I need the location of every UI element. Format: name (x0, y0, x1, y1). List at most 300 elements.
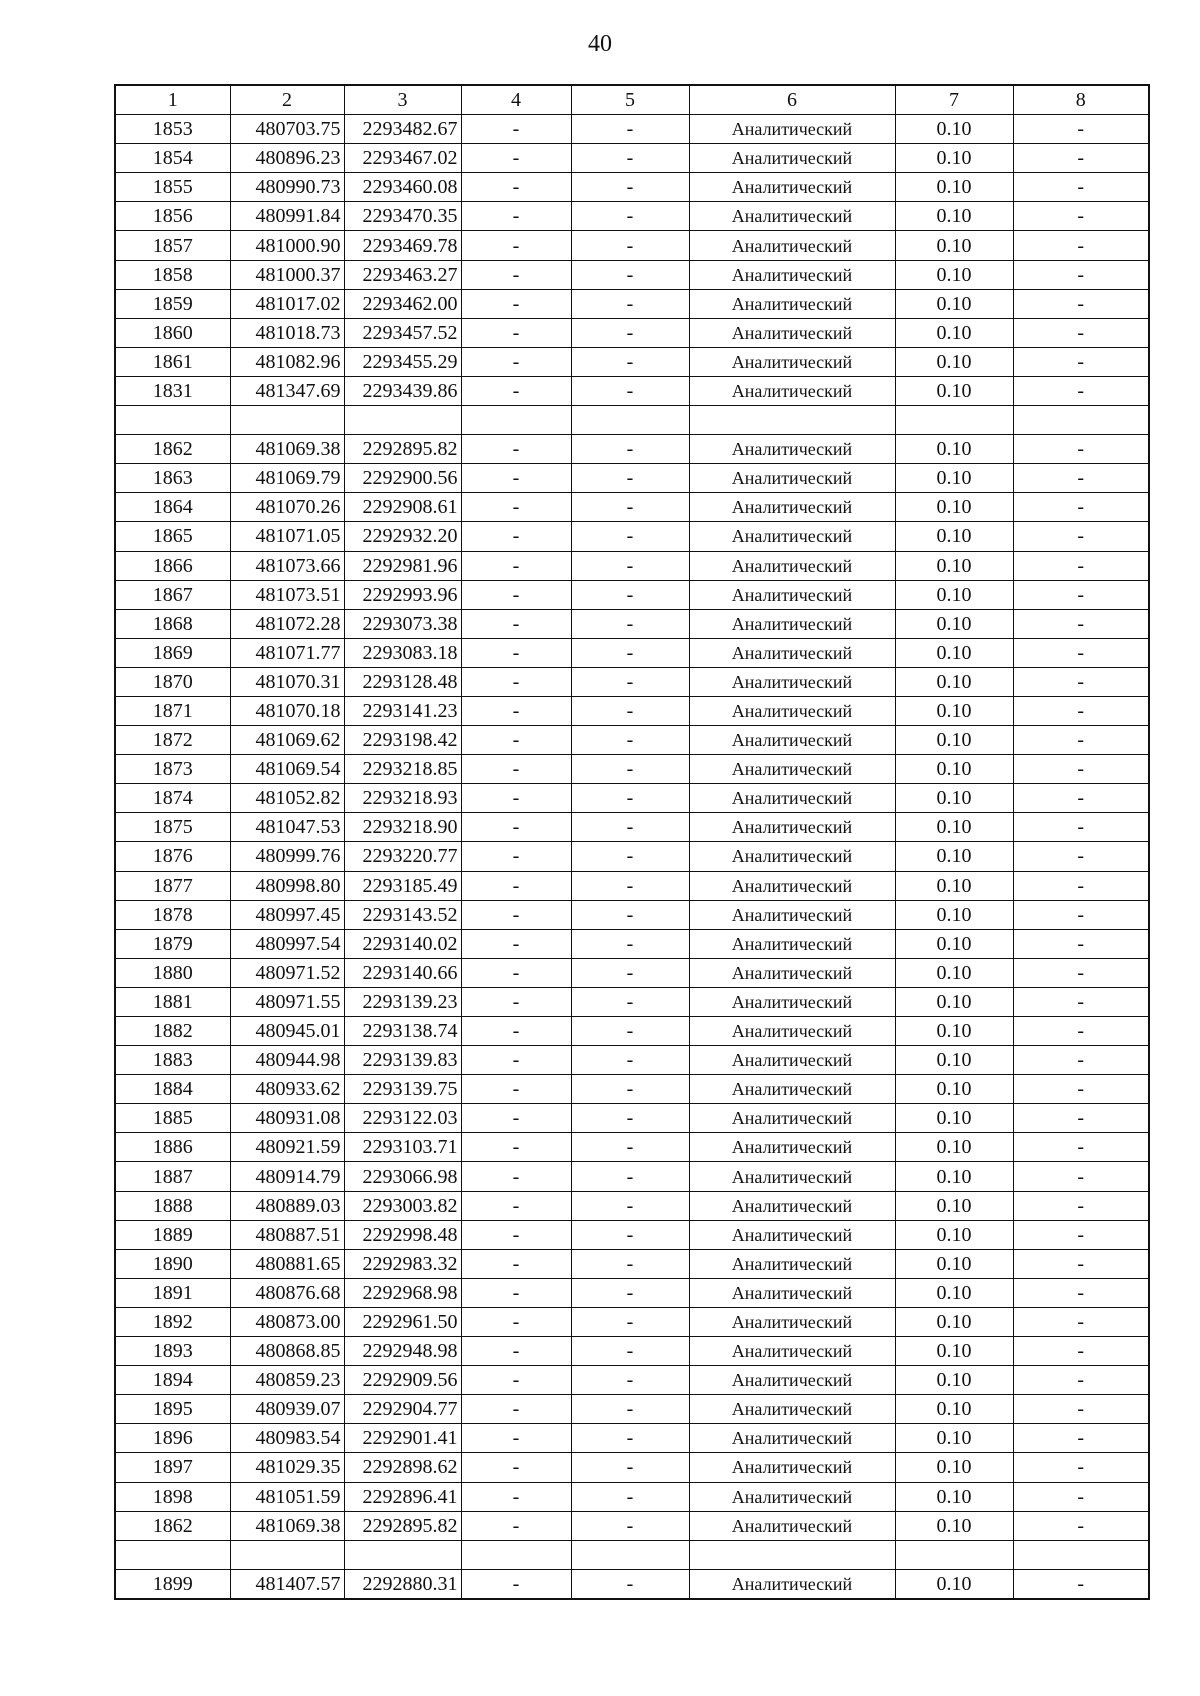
point-number-cell: 1878 (115, 900, 230, 929)
table-row (115, 1220, 1149, 1249)
column-5-cell: - (571, 667, 689, 696)
accuracy-cell: 0.10 (895, 1453, 1013, 1482)
x-coordinate-cell: 481073.66 (230, 551, 344, 580)
x-coordinate-cell: 480971.52 (230, 958, 344, 987)
accuracy-cell: 0.10 (895, 202, 1013, 231)
x-coordinate-cell: 481070.18 (230, 696, 344, 725)
x-coordinate-cell: 480991.84 (230, 202, 344, 231)
accuracy-cell: 0.10 (895, 842, 1013, 871)
point-number-cell: 1874 (115, 784, 230, 813)
y-coordinate-cell: 2293462.00 (344, 289, 461, 318)
column-4-cell: - (461, 609, 571, 638)
column-header: 2 (230, 85, 344, 115)
accuracy-cell (895, 1540, 1013, 1569)
x-coordinate-cell: 481052.82 (230, 784, 344, 813)
y-coordinate-cell: 2292983.32 (344, 1249, 461, 1278)
method-cell: Аналитический (689, 464, 895, 493)
accuracy-cell: 0.10 (895, 464, 1013, 493)
column-5-cell: - (571, 522, 689, 551)
table-row (115, 347, 1149, 376)
x-coordinate-cell: 480896.23 (230, 144, 344, 173)
point-number-cell: 1856 (115, 202, 230, 231)
table-row (115, 435, 1149, 464)
accuracy-cell: 0.10 (895, 1337, 1013, 1366)
coordinates-table (114, 84, 1150, 1600)
method-cell: Аналитический (689, 1249, 895, 1278)
column-4-cell: - (461, 493, 571, 522)
point-number-cell: 1868 (115, 609, 230, 638)
method-cell: Аналитический (689, 202, 895, 231)
table-row (115, 522, 1149, 551)
table-row (115, 260, 1149, 289)
method-cell: Аналитический (689, 1453, 895, 1482)
column-8-cell: - (1013, 900, 1149, 929)
column-5-cell: - (571, 1307, 689, 1336)
accuracy-cell: 0.10 (895, 1162, 1013, 1191)
y-coordinate-cell: 2292908.61 (344, 493, 461, 522)
x-coordinate-cell (230, 1540, 344, 1569)
column-4-cell: - (461, 1133, 571, 1162)
y-coordinate-cell: 2293482.67 (344, 115, 461, 144)
method-cell: Аналитический (689, 1337, 895, 1366)
column-4-cell: - (461, 551, 571, 580)
column-5-cell: - (571, 1395, 689, 1424)
point-number-cell: 1886 (115, 1133, 230, 1162)
method-cell: Аналитический (689, 842, 895, 871)
accuracy-cell: 0.10 (895, 958, 1013, 987)
x-coordinate-cell: 481082.96 (230, 347, 344, 376)
point-number-cell: 1893 (115, 1337, 230, 1366)
table-row (115, 1569, 1149, 1599)
accuracy-cell: 0.10 (895, 1104, 1013, 1133)
y-coordinate-cell: 2292896.41 (344, 1482, 461, 1511)
method-cell: Аналитический (689, 1075, 895, 1104)
method-cell: Аналитический (689, 347, 895, 376)
accuracy-cell: 0.10 (895, 1569, 1013, 1599)
y-coordinate-cell: 2292895.82 (344, 1511, 461, 1540)
column-4-cell: - (461, 318, 571, 347)
column-4-cell: - (461, 1366, 571, 1395)
column-8-cell: - (1013, 1191, 1149, 1220)
method-cell: Аналитический (689, 1511, 895, 1540)
column-8-cell: - (1013, 1278, 1149, 1307)
column-8-cell: - (1013, 580, 1149, 609)
point-number-cell: 1896 (115, 1424, 230, 1453)
table-row (115, 755, 1149, 784)
accuracy-cell: 0.10 (895, 1046, 1013, 1075)
method-cell: Аналитический (689, 289, 895, 318)
method-cell: Аналитический (689, 260, 895, 289)
column-4-cell: - (461, 144, 571, 173)
x-coordinate-cell: 480859.23 (230, 1366, 344, 1395)
point-number-cell: 1864 (115, 493, 230, 522)
accuracy-cell: 0.10 (895, 1075, 1013, 1104)
column-8-cell: - (1013, 1075, 1149, 1104)
point-number-cell: 1877 (115, 871, 230, 900)
point-number-cell: 1887 (115, 1162, 230, 1191)
column-5-cell: - (571, 318, 689, 347)
accuracy-cell: 0.10 (895, 1307, 1013, 1336)
column-8-cell: - (1013, 376, 1149, 405)
column-8-cell: - (1013, 1395, 1149, 1424)
table-row (115, 1191, 1149, 1220)
column-header: 3 (344, 85, 461, 115)
x-coordinate-cell: 480933.62 (230, 1075, 344, 1104)
y-coordinate-cell: 2292904.77 (344, 1395, 461, 1424)
column-8-cell: - (1013, 842, 1149, 871)
column-4-cell: - (461, 1424, 571, 1453)
column-header: 4 (461, 85, 571, 115)
method-cell: Аналитический (689, 958, 895, 987)
y-coordinate-cell: 2293470.35 (344, 202, 461, 231)
table-row (115, 696, 1149, 725)
method-cell: Аналитический (689, 929, 895, 958)
column-8-cell: - (1013, 522, 1149, 551)
method-cell: Аналитический (689, 726, 895, 755)
method-cell: Аналитический (689, 1307, 895, 1336)
column-4-cell: - (461, 1046, 571, 1075)
y-coordinate-cell: 2293460.08 (344, 173, 461, 202)
point-number-cell: 1869 (115, 638, 230, 667)
y-coordinate-cell: 2293218.85 (344, 755, 461, 784)
column-5-cell: - (571, 231, 689, 260)
column-4-cell: - (461, 1569, 571, 1599)
accuracy-cell: 0.10 (895, 1395, 1013, 1424)
column-8-cell: - (1013, 1482, 1149, 1511)
column-5-cell: - (571, 202, 689, 231)
point-number-cell: 1855 (115, 173, 230, 202)
table-row (115, 1307, 1149, 1336)
point-number-cell: 1831 (115, 376, 230, 405)
accuracy-cell: 0.10 (895, 231, 1013, 260)
table-row (115, 842, 1149, 871)
column-4-cell: - (461, 1075, 571, 1104)
column-header: 8 (1013, 85, 1149, 115)
point-number-cell: 1889 (115, 1220, 230, 1249)
point-number-cell: 1888 (115, 1191, 230, 1220)
column-8-cell: - (1013, 435, 1149, 464)
accuracy-cell: 0.10 (895, 173, 1013, 202)
column-4-cell: - (461, 1395, 571, 1424)
table-row (115, 173, 1149, 202)
column-5-cell: - (571, 1569, 689, 1599)
point-number-cell: 1872 (115, 726, 230, 755)
table-row (115, 580, 1149, 609)
point-number-cell: 1895 (115, 1395, 230, 1424)
accuracy-cell: 0.10 (895, 1191, 1013, 1220)
point-number-cell: 1865 (115, 522, 230, 551)
y-coordinate-cell: 2293066.98 (344, 1162, 461, 1191)
column-4-cell: - (461, 289, 571, 318)
column-5-cell: - (571, 1337, 689, 1366)
column-5-cell (571, 406, 689, 435)
y-coordinate-cell: 2293139.75 (344, 1075, 461, 1104)
accuracy-cell: 0.10 (895, 609, 1013, 638)
column-4-cell: - (461, 1337, 571, 1366)
column-5-cell: - (571, 1278, 689, 1307)
column-header: 5 (571, 85, 689, 115)
accuracy-cell: 0.10 (895, 813, 1013, 842)
column-8-cell: - (1013, 1220, 1149, 1249)
accuracy-cell: 0.10 (895, 784, 1013, 813)
column-4-cell: - (461, 1278, 571, 1307)
column-8-cell: - (1013, 551, 1149, 580)
table-row (115, 1482, 1149, 1511)
y-coordinate-cell (344, 406, 461, 435)
x-coordinate-cell: 480944.98 (230, 1046, 344, 1075)
point-number-cell: 1882 (115, 1017, 230, 1046)
accuracy-cell: 0.10 (895, 522, 1013, 551)
point-number-cell: 1876 (115, 842, 230, 871)
column-8-cell: - (1013, 1337, 1149, 1366)
column-8-cell: - (1013, 987, 1149, 1016)
accuracy-cell: 0.10 (895, 435, 1013, 464)
method-cell: Аналитический (689, 900, 895, 929)
point-number-cell: 1861 (115, 347, 230, 376)
column-4-cell: - (461, 260, 571, 289)
column-5-cell: - (571, 1366, 689, 1395)
column-4-cell: - (461, 1482, 571, 1511)
column-4-cell: - (461, 580, 571, 609)
accuracy-cell: 0.10 (895, 1278, 1013, 1307)
column-header: 7 (895, 85, 1013, 115)
y-coordinate-cell: 2293140.66 (344, 958, 461, 987)
y-coordinate-cell (344, 1540, 461, 1569)
accuracy-cell (895, 406, 1013, 435)
point-number-cell: 1891 (115, 1278, 230, 1307)
method-cell: Аналитический (689, 376, 895, 405)
y-coordinate-cell: 2292932.20 (344, 522, 461, 551)
x-coordinate-cell: 480921.59 (230, 1133, 344, 1162)
accuracy-cell: 0.10 (895, 551, 1013, 580)
column-5-cell: - (571, 842, 689, 871)
x-coordinate-cell: 480873.00 (230, 1307, 344, 1336)
x-coordinate-cell: 480931.08 (230, 1104, 344, 1133)
accuracy-cell: 0.10 (895, 1249, 1013, 1278)
column-8-cell: - (1013, 347, 1149, 376)
column-5-cell: - (571, 1453, 689, 1482)
column-8-cell: - (1013, 958, 1149, 987)
x-coordinate-cell: 481069.62 (230, 726, 344, 755)
column-4-cell: - (461, 726, 571, 755)
table-row (115, 929, 1149, 958)
y-coordinate-cell: 2293143.52 (344, 900, 461, 929)
column-5-cell: - (571, 435, 689, 464)
column-5-cell: - (571, 347, 689, 376)
column-5-cell: - (571, 144, 689, 173)
method-cell: Аналитический (689, 1017, 895, 1046)
column-4-cell: - (461, 667, 571, 696)
table-row (115, 987, 1149, 1016)
column-4-cell: - (461, 464, 571, 493)
y-coordinate-cell: 2293469.78 (344, 231, 461, 260)
column-5-cell: - (571, 173, 689, 202)
x-coordinate-cell: 480876.68 (230, 1278, 344, 1307)
x-coordinate-cell: 481072.28 (230, 609, 344, 638)
method-cell (689, 406, 895, 435)
column-5-cell: - (571, 260, 689, 289)
x-coordinate-cell: 480703.75 (230, 115, 344, 144)
column-8-cell: - (1013, 231, 1149, 260)
table-row (115, 376, 1149, 405)
column-5-cell: - (571, 1133, 689, 1162)
column-4-cell: - (461, 929, 571, 958)
point-number-cell: 1898 (115, 1482, 230, 1511)
column-5-cell: - (571, 115, 689, 144)
method-cell: Аналитический (689, 231, 895, 260)
column-5-cell: - (571, 638, 689, 667)
column-4-cell: - (461, 813, 571, 842)
y-coordinate-cell: 2292901.41 (344, 1424, 461, 1453)
x-coordinate-cell: 481069.54 (230, 755, 344, 784)
column-5-cell: - (571, 726, 689, 755)
column-8-cell: - (1013, 318, 1149, 347)
point-number-cell (115, 1540, 230, 1569)
column-8-cell: - (1013, 1104, 1149, 1133)
table-row (115, 1511, 1149, 1540)
y-coordinate-cell: 2292998.48 (344, 1220, 461, 1249)
x-coordinate-cell: 480881.65 (230, 1249, 344, 1278)
point-number-cell: 1890 (115, 1249, 230, 1278)
y-coordinate-cell: 2293141.23 (344, 696, 461, 725)
column-5-cell: - (571, 464, 689, 493)
point-number-cell: 1858 (115, 260, 230, 289)
x-coordinate-cell (230, 406, 344, 435)
table-row (115, 871, 1149, 900)
x-coordinate-cell: 481000.37 (230, 260, 344, 289)
column-8-cell: - (1013, 755, 1149, 784)
accuracy-cell: 0.10 (895, 696, 1013, 725)
column-8-cell: - (1013, 144, 1149, 173)
x-coordinate-cell: 480999.76 (230, 842, 344, 871)
y-coordinate-cell: 2292900.56 (344, 464, 461, 493)
y-coordinate-cell: 2293457.52 (344, 318, 461, 347)
x-coordinate-cell: 481069.38 (230, 435, 344, 464)
y-coordinate-cell: 2293463.27 (344, 260, 461, 289)
column-4-cell: - (461, 1104, 571, 1133)
table-row (115, 115, 1149, 144)
column-8-cell (1013, 406, 1149, 435)
method-cell: Аналитический (689, 609, 895, 638)
spacer-row (115, 406, 1149, 435)
point-number-cell: 1863 (115, 464, 230, 493)
y-coordinate-cell: 2292948.98 (344, 1337, 461, 1366)
method-cell: Аналитический (689, 1482, 895, 1511)
column-4-cell: - (461, 347, 571, 376)
column-5-cell: - (571, 1191, 689, 1220)
column-4-cell: - (461, 376, 571, 405)
accuracy-cell: 0.10 (895, 1366, 1013, 1395)
accuracy-cell: 0.10 (895, 900, 1013, 929)
accuracy-cell: 0.10 (895, 115, 1013, 144)
column-8-cell: - (1013, 1511, 1149, 1540)
x-coordinate-cell: 480914.79 (230, 1162, 344, 1191)
point-number-cell: 1857 (115, 231, 230, 260)
column-header: 1 (115, 85, 230, 115)
column-8-cell: - (1013, 696, 1149, 725)
x-coordinate-cell: 480983.54 (230, 1424, 344, 1453)
table-row (115, 1162, 1149, 1191)
table-row (115, 493, 1149, 522)
method-cell: Аналитический (689, 1191, 895, 1220)
method-cell: Аналитический (689, 813, 895, 842)
method-cell: Аналитический (689, 987, 895, 1016)
method-cell: Аналитический (689, 696, 895, 725)
x-coordinate-cell: 481347.69 (230, 376, 344, 405)
accuracy-cell: 0.10 (895, 929, 1013, 958)
accuracy-cell: 0.10 (895, 755, 1013, 784)
column-8-cell: - (1013, 813, 1149, 842)
accuracy-cell: 0.10 (895, 871, 1013, 900)
y-coordinate-cell: 2293073.38 (344, 609, 461, 638)
point-number-cell: 1885 (115, 1104, 230, 1133)
method-cell: Аналитический (689, 115, 895, 144)
x-coordinate-cell: 480998.80 (230, 871, 344, 900)
method-cell: Аналитический (689, 1104, 895, 1133)
column-8-cell: - (1013, 1046, 1149, 1075)
column-5-cell: - (571, 1017, 689, 1046)
column-8-cell: - (1013, 1366, 1149, 1395)
column-4-cell: - (461, 435, 571, 464)
table-row (115, 464, 1149, 493)
y-coordinate-cell: 2293140.02 (344, 929, 461, 958)
table-row (115, 1395, 1149, 1424)
column-5-cell: - (571, 1424, 689, 1453)
column-8-cell: - (1013, 1249, 1149, 1278)
column-4-cell: - (461, 900, 571, 929)
column-4-cell: - (461, 522, 571, 551)
accuracy-cell: 0.10 (895, 1017, 1013, 1046)
method-cell: Аналитический (689, 173, 895, 202)
table-row (115, 784, 1149, 813)
column-8-cell: - (1013, 1133, 1149, 1162)
accuracy-cell: 0.10 (895, 493, 1013, 522)
table-row (115, 1453, 1149, 1482)
column-4-cell: - (461, 1307, 571, 1336)
column-8-cell: - (1013, 929, 1149, 958)
table-row (115, 231, 1149, 260)
method-cell: Аналитический (689, 493, 895, 522)
column-4-cell: - (461, 231, 571, 260)
table-row (115, 144, 1149, 173)
accuracy-cell: 0.10 (895, 260, 1013, 289)
column-4-cell (461, 1540, 571, 1569)
column-8-cell: - (1013, 289, 1149, 318)
column-5-cell: - (571, 376, 689, 405)
method-cell: Аналитический (689, 784, 895, 813)
point-number-cell: 1894 (115, 1366, 230, 1395)
table-row (115, 1017, 1149, 1046)
y-coordinate-cell: 2293139.83 (344, 1046, 461, 1075)
column-8-cell: - (1013, 726, 1149, 755)
table-row (115, 1104, 1149, 1133)
x-coordinate-cell: 480990.73 (230, 173, 344, 202)
column-5-cell: - (571, 958, 689, 987)
point-number-cell: 1873 (115, 755, 230, 784)
table-row (115, 609, 1149, 638)
point-number-cell: 1870 (115, 667, 230, 696)
accuracy-cell: 0.10 (895, 1482, 1013, 1511)
column-8-cell: - (1013, 493, 1149, 522)
y-coordinate-cell: 2293139.23 (344, 987, 461, 1016)
column-8-cell: - (1013, 871, 1149, 900)
x-coordinate-cell: 481018.73 (230, 318, 344, 347)
point-number-cell: 1867 (115, 580, 230, 609)
x-coordinate-cell: 481029.35 (230, 1453, 344, 1482)
accuracy-cell: 0.10 (895, 1133, 1013, 1162)
y-coordinate-cell: 2293083.18 (344, 638, 461, 667)
point-number-cell: 1860 (115, 318, 230, 347)
